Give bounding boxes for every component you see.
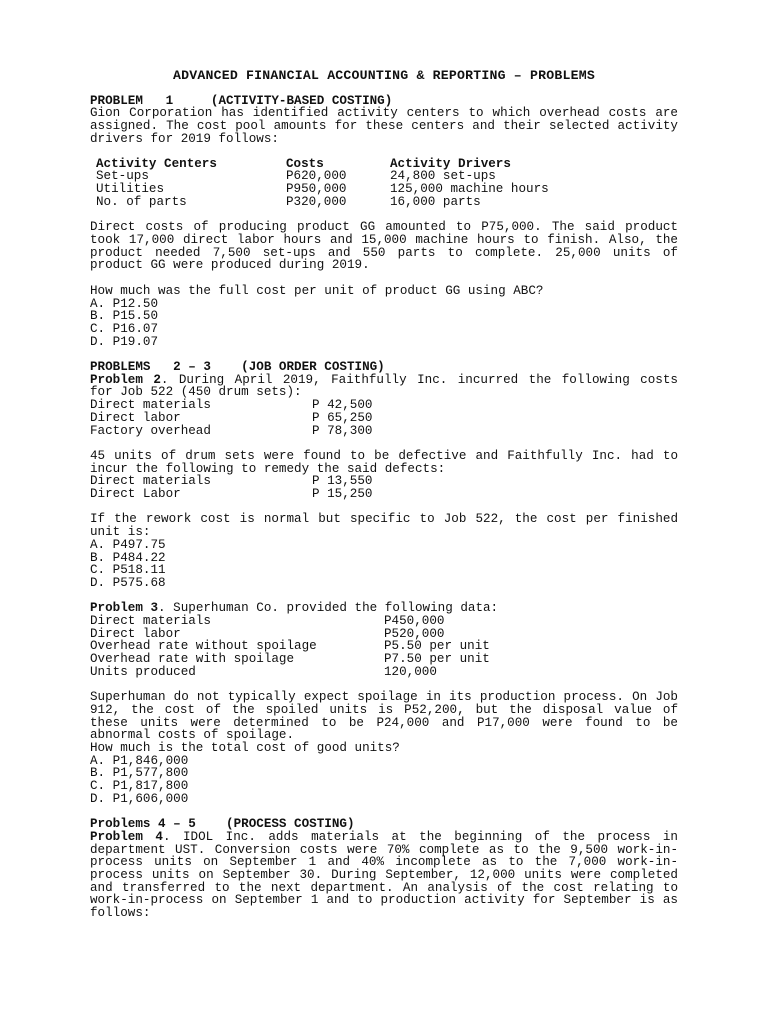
problem-2-costs [90,399,678,437]
list-item: Units produced 120,000 [90,664,437,679]
list-item: Direct labor P 65,250 [90,410,373,425]
problem-2-question: If the rework cost is normal but specific to Job 522, the cost per finished unit is: [90,512,678,540]
problem-3-options [90,755,678,806]
table-cell: P620,000 [286,169,347,184]
table-row [96,183,549,196]
list-item: Direct labor P520,000 [90,626,445,641]
document-page [90,70,678,920]
problems-2-3-header: PROBLEMS 2 – 3 (JOB ORDER COSTING) [90,360,385,375]
table-cell: 24,800 set-ups [390,169,496,184]
problem-2-label: Problem 2 [90,372,161,387]
answer-option: A. P497.75 [90,537,166,552]
answer-option: A. P12.50 [90,296,159,311]
column-header-costs: Costs [286,156,324,171]
table-cell: P950,000 [286,181,347,196]
table-cell: P320,000 [286,194,347,209]
column-header-activity-drivers: Activity Drivers [390,156,511,171]
problem-1-header: PROBLEM 1 (ACTIVITY-BASED COSTING) [90,93,393,108]
problem-2-defect-text: 45 units of drum sets were found to be defective and Faithfully Inc. had to incur the following to remedy the said defects: [90,448,678,476]
answer-option: D. P575.68 [90,575,166,590]
answer-option: B. P1,577,800 [90,766,189,781]
list-item: Overhead rate without spoilage P5.50 per unit [90,639,490,654]
list-item: Direct materials P 13,550 [90,474,373,489]
table-cell: Set-ups [96,169,149,184]
answer-option: C. P518.11 [90,563,166,578]
answer-option: C. P1,817,800 [90,779,189,794]
problems-4-5-header: Problems 4 – 5 (PROCESS COSTING) [90,817,355,832]
problem-4-intro: Problem 4. IDOL Inc. adds materials at the beginning of the process in department UST. Conversion costs were 70% complete as to the 9,500 work-in-process units on September 1 and 40% incomplete as to the 7,000 work-in-process units on September 30. During September, 12,000 units were completed and transferred to the next department. An analysis of the cost relating to work-in-process on September 1 and to production activity for September is as follows: [90,829,678,921]
problem-1-intro: Gion Corporation has identified activity centers to which overhead costs are assigned. The cost pool amounts for these centers and their selected activity drivers for 2019 follows: [90,106,678,146]
activity-centers-table [96,158,549,209]
column-header-activity-centers: Activity Centers [96,156,217,171]
answer-option: B. P484.22 [90,550,166,565]
table-row [96,196,549,209]
table-cell: No. of parts [96,194,187,209]
document-title: ADVANCED FINANCIAL ACCOUNTING & REPORTING – PROBLEMS [173,68,595,83]
problem-1-question: How much was the full cost per unit of product GG using ABC? [90,283,544,298]
problem-3-label: Problem 3 [90,601,159,616]
problem-3-body: Superhuman do not typically expect spoilage in its production process. On Job 912, the cost of the spoiled units is P52,200, but the disposal value of these units were determined to be P24,000 and P17,000 were found to be abnormal costs of spoilage. [90,690,678,743]
table-cell: 125,000 machine hours [390,181,549,196]
problem-1-options [90,298,678,349]
answer-option: D. P1,606,000 [90,791,189,806]
answer-option: A. P1,846,000 [90,753,189,768]
answer-option: C. P16.07 [90,321,159,336]
list-item: Direct materials P 42,500 [90,398,373,413]
list-item: Direct Labor P 15,250 [90,487,373,502]
list-item: Factory overhead P 78,300 [90,423,373,438]
problem-1-body: Direct costs of producing product GG amounted to P75,000. The said product took 17,000 direct labor hours and 15,000 machine hours to finish. Also, the product needed 7,500 set-ups and 550 parts to complete. 25,000 units of product GG were produced during 2019. [90,220,678,273]
problem-2-options [90,539,678,590]
problem-2-defect-costs [90,475,678,500]
problem-3-intro: Problem 3. Superhuman Co. provided the following data: [90,601,499,616]
table-cell: 16,000 parts [390,194,481,209]
table-cell: Utilities [96,181,165,196]
problem-3-question: How much is the total cost of good units? [90,741,400,756]
problem-3-data [90,615,678,679]
answer-option: B. P15.50 [90,309,159,324]
problem-4-label: Problem 4 [90,829,163,844]
answer-option: D. P19.07 [90,334,159,349]
problem-2-intro: Problem 2. During April 2019, Faithfully Inc. incurred the following costs for Job 522 (450 drum sets): [90,372,678,400]
list-item: Direct materials P450,000 [90,614,445,629]
list-item: Overhead rate with spoilage P7.50 per unit [90,652,490,667]
